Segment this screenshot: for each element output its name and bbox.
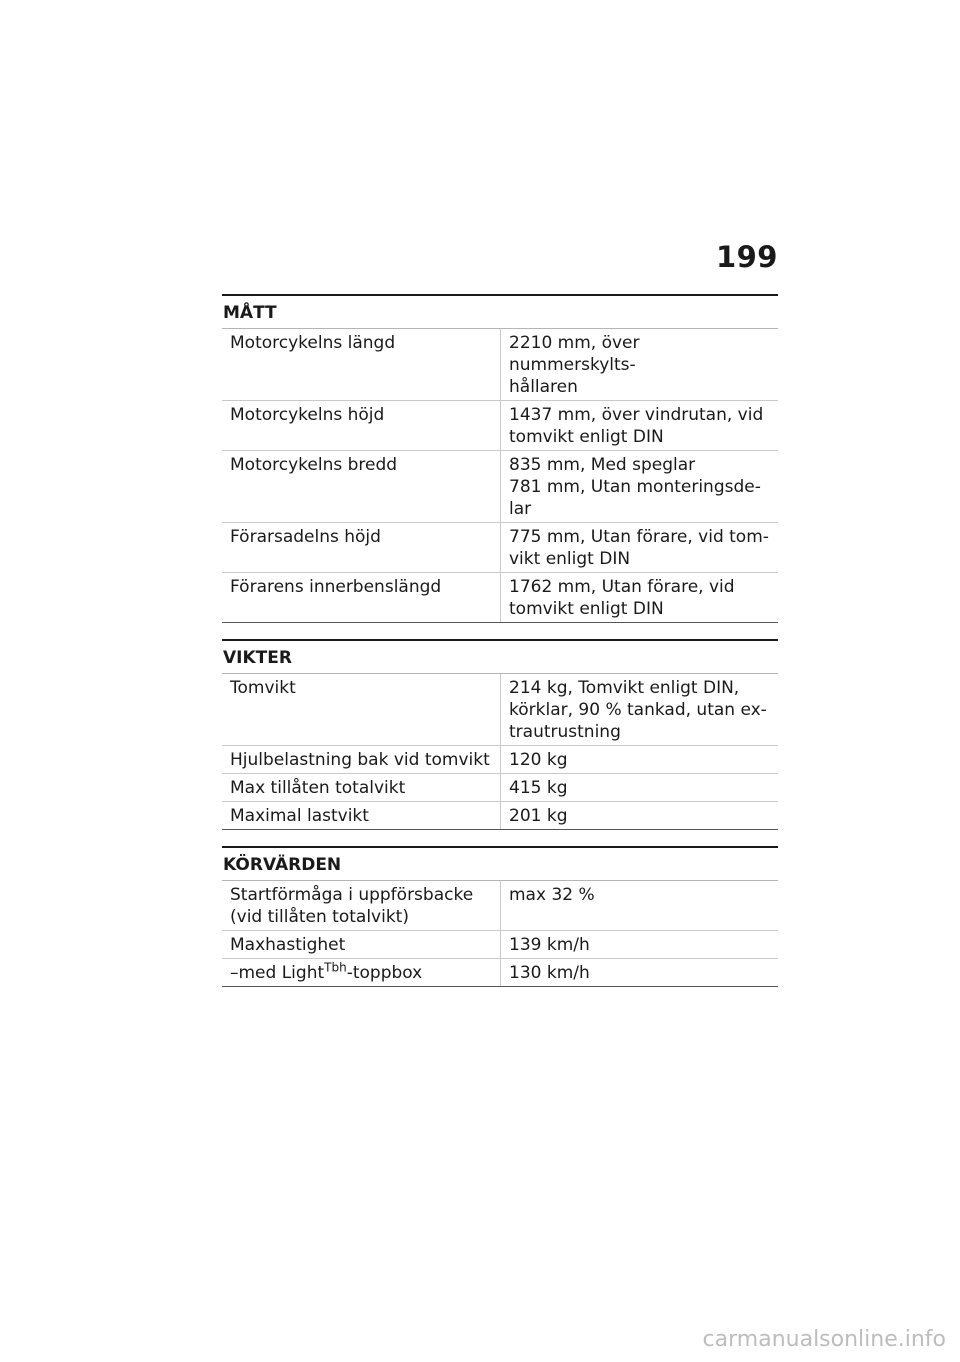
row-label: Motorcykelns längd	[222, 329, 501, 401]
row-value	[501, 802, 779, 830]
section-vikter	[222, 639, 778, 830]
table-row	[222, 802, 778, 830]
value-line: 415 kg	[509, 778, 568, 798]
row-value	[501, 931, 779, 959]
table-row	[222, 774, 778, 802]
value-line: lar	[509, 499, 532, 519]
value-line: tomvikt enligt DIN	[509, 599, 664, 619]
row-label	[222, 959, 501, 987]
spec-table	[222, 674, 778, 830]
value-line: hållaren	[509, 377, 578, 397]
label-suffix: -toppbox	[346, 963, 423, 983]
row-value	[501, 523, 779, 573]
value-line: vikt enligt DIN	[509, 549, 631, 569]
page-number: 199	[715, 240, 778, 274]
table-row	[222, 674, 778, 746]
table-row	[222, 881, 778, 931]
value-line: 1762 mm, Utan förare, vid	[509, 577, 735, 597]
table-row	[222, 959, 778, 987]
table-row	[222, 746, 778, 774]
row-value	[501, 329, 779, 401]
value-line: körklar, 90 % tankad, utan ex-	[509, 700, 767, 720]
spec-table	[222, 881, 778, 987]
row-label: Motorcykelns bredd	[222, 451, 501, 523]
row-label: Motorcykelns höjd	[222, 401, 501, 451]
row-label: Förarsadelns höjd	[222, 523, 501, 573]
row-value	[501, 881, 779, 931]
row-value	[501, 774, 779, 802]
row-value	[501, 573, 779, 623]
table-row	[222, 329, 778, 401]
row-value	[501, 959, 779, 987]
spec-content	[222, 294, 778, 1003]
table-row	[222, 931, 778, 959]
label-text: –med Light	[230, 963, 325, 983]
section-title: KÖRVÄRDEN	[222, 846, 778, 881]
watermark: carmanualsonline.info	[702, 1327, 946, 1352]
value-line: 781 mm, Utan monteringsde-	[509, 477, 761, 497]
value-line: 130 km/h	[509, 963, 590, 983]
row-value	[501, 401, 779, 451]
row-label: Startförmåga i uppförsbacke (vid tillåten totalvikt)	[222, 881, 501, 931]
row-label: Hjulbelastning bak vid tomvikt	[222, 746, 501, 774]
value-line: 775 mm, Utan förare, vid tom-	[509, 527, 769, 547]
value-line: 2210 mm, över nummerskylts-	[509, 333, 640, 375]
table-row	[222, 451, 778, 523]
row-label: Förarens innerbenslängd	[222, 573, 501, 623]
section-title: VIKTER	[222, 639, 778, 674]
value-line: 201 kg	[509, 806, 568, 826]
table-row	[222, 401, 778, 451]
row-label: Max tillåten totalvikt	[222, 774, 501, 802]
value-line: 835 mm, Med speglar	[509, 455, 696, 475]
table-row	[222, 573, 778, 623]
value-line: 214 kg, Tomvikt enligt DIN,	[509, 678, 740, 698]
spec-table	[222, 329, 778, 623]
row-label: Maxhastighet	[222, 931, 501, 959]
value-line: trautrustning	[509, 722, 621, 742]
value-line: tomvikt enligt DIN	[509, 427, 664, 447]
table-row	[222, 523, 778, 573]
section-title: MÅTT	[222, 294, 778, 329]
section-matt	[222, 294, 778, 623]
label-superscript: Tbh	[324, 960, 347, 975]
value-line: 120 kg	[509, 750, 568, 770]
section-korvarden	[222, 846, 778, 987]
row-value	[501, 451, 779, 523]
value-line: 1437 mm, över vindrutan, vid	[509, 405, 764, 425]
row-value	[501, 674, 779, 746]
row-label: Maximal lastvikt	[222, 802, 501, 830]
row-value	[501, 746, 779, 774]
row-label: Tomvikt	[222, 674, 501, 746]
value-line: 139 km/h	[509, 935, 590, 955]
value-line: max 32 %	[509, 885, 595, 905]
